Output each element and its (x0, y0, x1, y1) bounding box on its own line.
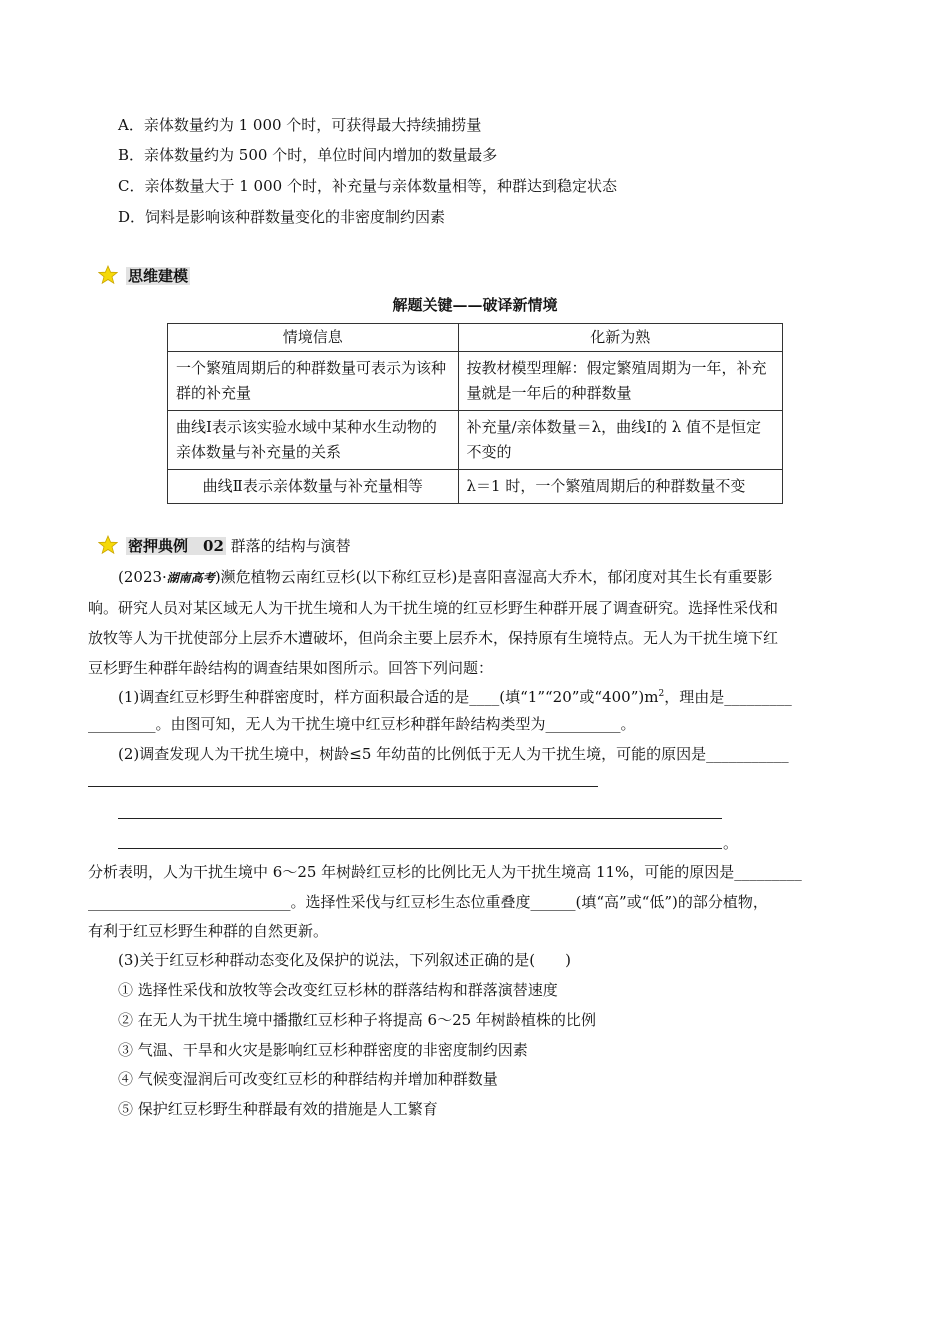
option-d: D．饲料是影响该种群数量变化的非密度制约因素 (118, 208, 446, 226)
q3-item: ① 选择性采伐和放牧等会改变红豆杉林的群落结构和群落演替速度 (118, 981, 558, 999)
intro-line-4: 豆杉野生种群年龄结构的调查结果如图所示。回答下列问题： (88, 659, 494, 677)
answer-blank-line (118, 848, 722, 849)
answer-blank-line (88, 786, 598, 787)
intro-line-3: 放牧等人为干扰使部分上层乔木遭破坏，但尚余主要上层乔木，保持原有生境特点。无人为干扰生境下红 (88, 629, 779, 647)
intro-line-1 (118, 567, 772, 588)
q1-text: ，理由是_________ (664, 688, 792, 706)
source-year: (2023· (118, 568, 167, 586)
option-a: A．亲体数量约为 1 000 个时，可获得最大持续捕捞量 (118, 116, 482, 134)
q2-line-5: 分析表明，人为干扰生境中 6～25 年树龄红豆杉的比例比无人为干扰生境高 11%，可能的原因是_________ (88, 863, 802, 881)
q2-line-6: ___________________________。选择性采伐与红豆杉生态位重叠度______(填“高”或“低”)的部分植物， (88, 893, 768, 911)
star-icon (98, 535, 118, 555)
situation-table (167, 323, 783, 504)
table-row (168, 470, 783, 504)
star-icon (98, 265, 118, 285)
q1-line-2: _________。由图可知，无人为干扰生境中红豆杉种群年龄结构类型为__________。 (88, 715, 636, 733)
q3-stem: (3)关于红豆杉种群动态变化及保护的说法，下列叙述正确的是( ) (118, 951, 571, 969)
q3-item: ④ 气候变湿润后可改变红豆杉的种群结构并增加种群数量 (118, 1070, 498, 1088)
table-header-row (168, 324, 783, 352)
section-title: 思维建模 (128, 267, 189, 285)
table-cell: 按教材模型理解：假定繁殖周期为一年，补充量就是一年后的种群数量 (458, 352, 782, 411)
table-header-cell: 化新为熟 (458, 324, 782, 352)
q2-line-7: 有利于红豆杉野生种群的自然更新。 (88, 922, 329, 940)
intro-text: )濒危植物云南红豆杉(以下称红豆杉)是喜阳喜湿高大乔木，郁闭度对其生长有重要影 (214, 568, 773, 586)
answer-blank-line (118, 818, 722, 819)
table-title: 解题关键——破译新情境 (392, 296, 558, 314)
option-c: C．亲体数量大于 1 000 个时，补充量与亲体数量相等，种群达到稳定状态 (118, 177, 617, 195)
table-cell: 曲线Ⅱ表示亲体数量与补充量相等 (168, 470, 459, 504)
option-b: B．亲体数量约为 500 个时，单位时间内增加的数量最多 (118, 146, 498, 164)
intro-line-2: 响。研究人员对某区域无人为干扰生境和人为干扰生境的红豆杉野生种群开展了调查研究。选择性采伐和 (88, 599, 779, 617)
q1-sup: 2 (658, 689, 665, 699)
q3-item: ⑤ 保护红豆杉野生种群最有效的措施是人工繁育 (118, 1100, 438, 1118)
table-row (168, 352, 783, 411)
section-heading-example (98, 535, 351, 556)
table-cell: λ＝1 时，一个繁殖周期后的种群数量不变 (458, 470, 782, 504)
table-header-cell: 情境信息 (168, 324, 459, 352)
q2-line-1: (2)调查发现人为干扰生境中，树龄≤5 年幼苗的比例低于无人为干扰生境，可能的原因是___________ (118, 745, 789, 763)
source-name: 湖南高考 (166, 571, 215, 585)
q2-end-mark: 。 (723, 834, 739, 852)
section-heading-modeling (98, 265, 190, 286)
table-cell: 曲线Ⅰ表示该实验水域中某种水生动物的亲体数量与补充量的关系 (168, 411, 459, 470)
example-topic: 群落的结构与演替 (230, 537, 351, 555)
table-cell: 补充量/亲体数量＝λ，曲线Ⅰ的 λ 值不是恒定不变的 (458, 411, 782, 470)
example-label: 密押典例 02 (128, 537, 224, 555)
q3-item: ③ 气温、干旱和火灾是影响红豆杉种群密度的非密度制约因素 (118, 1041, 528, 1059)
q3-item: ② 在无人为干扰生境中播撒红豆杉种子将提高 6～25 年树龄植株的比例 (118, 1011, 596, 1029)
table-row (168, 411, 783, 470)
q1-text: (1)调查红豆杉野生种群密度时，样方面积最合适的是____(填“1”“20”或“400”)m (118, 688, 659, 706)
table-cell: 一个繁殖周期后的种群数量可表示为该种群的补充量 (168, 352, 459, 411)
q1-line-1 (118, 684, 792, 707)
